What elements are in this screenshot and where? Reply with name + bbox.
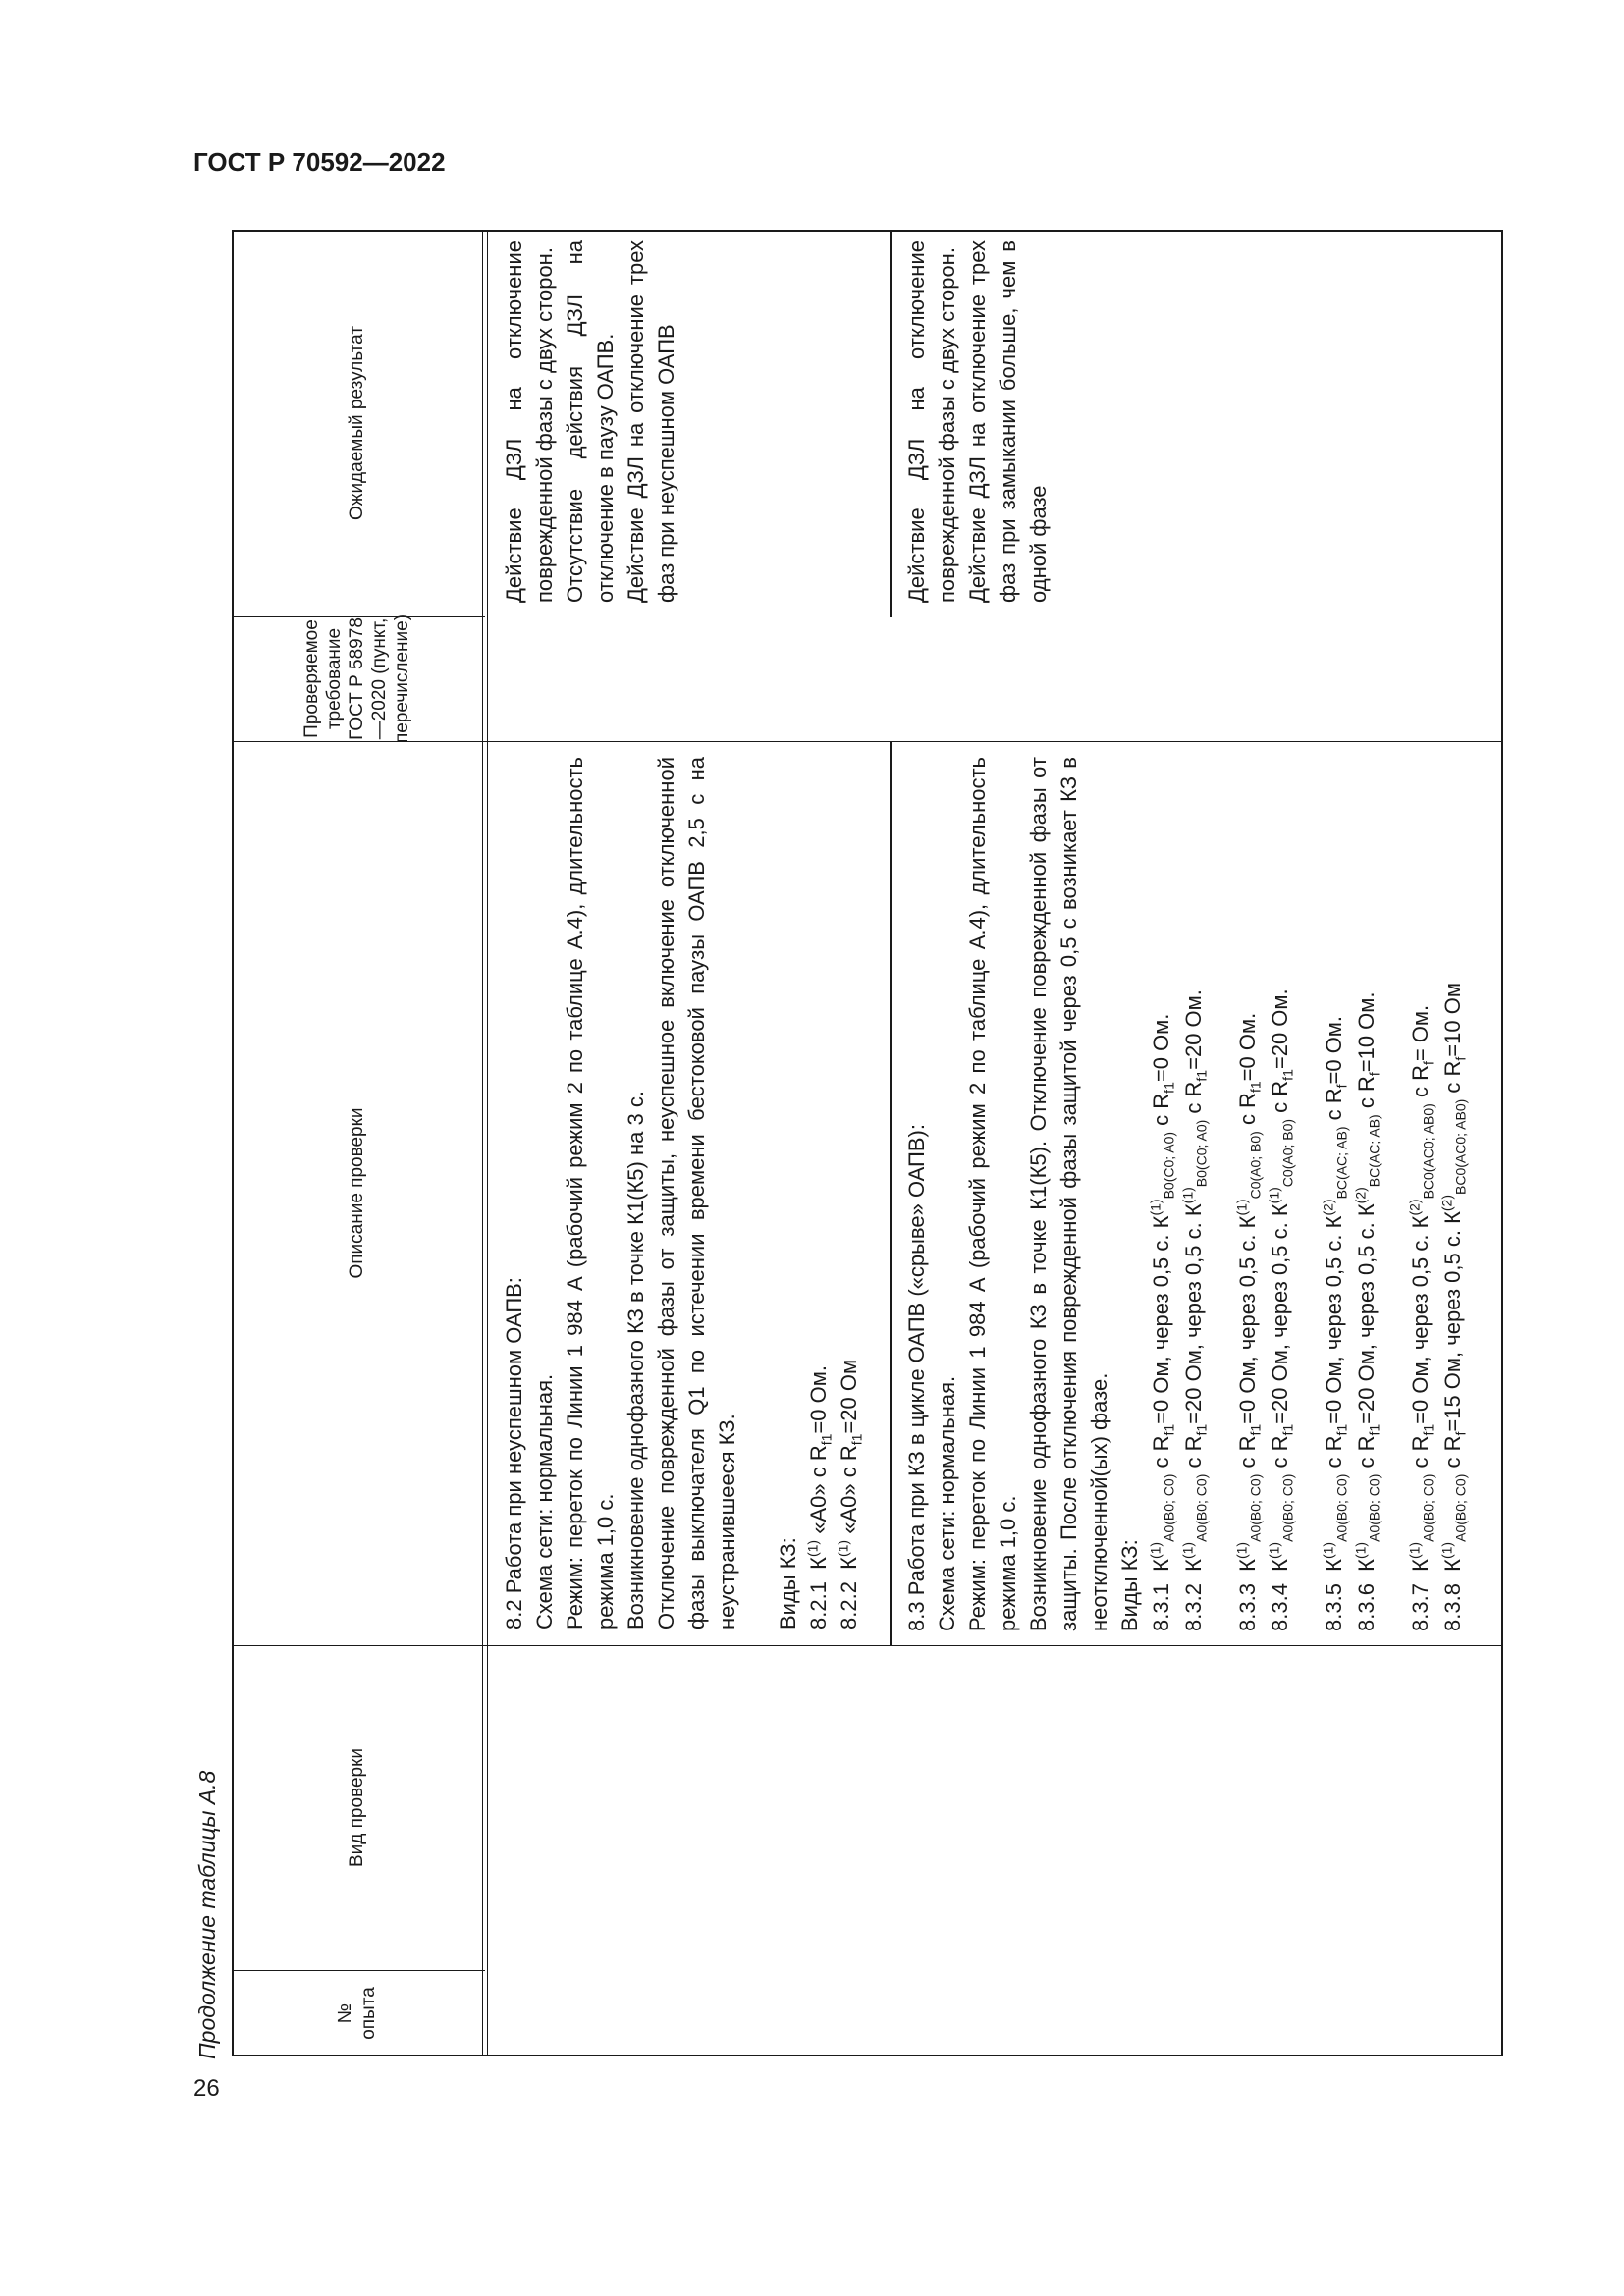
kind-8-3-1: 8.3.1 $К^{(1)}_{A0(B0; C0)}$ с $R_{f1}=0$ Ом, через 0,5 с. $К^{(1)}_{B0(C0; A0)}$ с $R_{f1}=0$ Ом. (1147, 1013, 1177, 1631)
kind-8-3-4: 8.3.4 $К^{(1)}_{A0(B0; C0)}$ с $R_{f1}=20$ Ом, через 0,5 с. $К^{(1)}_{C0(A0; B0)}$ с $R_{f1}=20$ Ом. (1266, 988, 1296, 1631)
header-req: Проверяемое требование ГОСТ Р 58978—2020 (пункт, перечисление) (300, 614, 413, 743)
header-kind: Вид проверки (346, 1748, 367, 1868)
row-8-2-description: 8.2 Работа при неуспешном ОАПВ: Схема сети: нормальная. Режим: переток по Линии 1 984 А (рабочий режим 2 по таблице А.4), длительность режима 1,0 с. Возникновение однофазного КЗ в точке К1(К5) на 3 с. Отключение поврежденной фазы от защиты, неуспешное включение отключенной фазы выключателя Q1 по истечении времени бестоковой паузы ОАПВ 2,5 с на неустранившееся КЗ. Виды КЗ: 8.2.1 $К^{(1)}$ «А0» с $R_{f1}=0$ Ом. 8.2.2 $К^{(1)}$ «А0» с $R_{f1}=20$ Ом (502, 757, 865, 1629)
header-rule-2 (487, 230, 488, 2056)
row-8-3-result: Действие ДЗЛ на отключение поврежденной фазы с двух сторон. Действие ДЗЛ на отключение трех фаз при замыкании больше, чем в одной фазе (904, 240, 1051, 603)
table-caption: Продолжение таблицы А.8 (194, 1770, 220, 2059)
row-8-2-result: Действие ДЗЛ на отключение поврежденной фазы с двух сторон. Отсутствие действия ДЗЛ на отключение в паузу ОАПВ. Действие ДЗЛ на отключение трех фаз при неуспешном ОАПВ (502, 240, 678, 603)
header-result: Ожидаемый результат (346, 325, 367, 521)
kind-8-3-7: 8.3.7 $К^{(1)}_{A0(B0; C0)}$ с $R_{f1}=0$ Ом, через 0,5 с. $К^{(2)}_{BC0(AC0; AB0)}$ с $R_f=$ Ом. (1406, 1004, 1436, 1631)
document-code: ГОСТ Р 70592—2022 (193, 147, 446, 177)
kinds-list (1145, 757, 1469, 1631)
kind-8-3-2: 8.3.2 $К^{(1)}_{A0(B0; C0)}$ с $R_{f1}=20$ Ом, через 0,5 с. $К^{(1)}_{B0(C0; A0)}$ с $R_{f1}=20$ Ом. (1179, 989, 1210, 1631)
row-8-3-description: 8.3 Работа при КЗ в цикле ОАПВ («срыве» ОАПВ): Схема сети: нормальная. Режим: переток по Линии 1 984 А (рабочий режим 2 по таблице А.4), длительность режима 1,0 с. Возникновение однофазного КЗ в точке К1(К5). Отключение поврежденной фазы от защиты. После отключения поврежденной фазы защитой через 0,5 с возникает КЗ в неотключенной(ых) фазе. Виды КЗ: 8.3.1 $К^{(1)}_{A0(B0; C0)}$ с $R_{f1}=0$ Ом, через 0,5 с. $К^{(1)}_{B0(C0; A0)}$ с $R_{f1}=0$ Ом. 8.3.2 $К^{(1)}_{A0(B0; C0)}$ с $R_{f1}=20$ Ом, через 0,5 с. $К^{(1)}_{B0(C0; A0)}$ с $R_{f1}=20$ Ом. 8.3.3 $К^{(1)}_{A0(B0; C0)}$ с $R_{f1}=0$ Ом, через 0,5 с. $К^{(1)}_{C0(A0; B0)}$ с $R_{f1}=0$ Ом. 8.3.4 $К^{(1)}_{A0(B0; C0)}$ с $R_{f1}=20$ Ом, через 0,5 с. $К^{(1)}_{C0(A0; B0)}$ с $R_{f1}=20$ Ом. 8.3.5 $К^{(1)}_{A0(B0; C0)}$ с $R_{f1}=0$ Ом, через 0,5 с. $К^{(2)}_{BC(AC; AB)}$ с $R_f=0$ Ом. 8.3.6 $К^{(1)}_{A0(B0; C0)}$ с $R_{f1}=20$ Ом, через 0,5 с. $К^{(2)}_{BC(AC; AB)}$ с $R_f=10$ Ом. 8.3.7 $К^{(1)}_{A0(B0; C0)}$ с $R_{f1}=0$ Ом, через 0,5 с. $К^{(2)}_{BC0(AC0; AB0)}$ с $R_f=$ Ом. 8.3.8 $К^{(1)}_{A0(B0; C0)}$ с $R_f=15$ Ом, через 0,5 с. $К^{(2)}_{BC0(AC0; AB0)}$ с $R_f=10$ Ом (904, 757, 1469, 1631)
kind-8-3-3: 8.3.3 $К^{(1)}_{A0(B0; C0)}$ с $R_{f1}=0$ Ом, через 0,5 с. $К^{(1)}_{C0(A0; B0)}$ с $R_{f1}=0$ Ом. (1233, 1012, 1264, 1631)
kind-8-3-6: 8.3.6 $К^{(1)}_{A0(B0; C0)}$ с $R_{f1}=20$ Ом, через 0,5 с. $К^{(2)}_{BC(AC; AB)}$ с $R_f=10$ Ом. (1352, 991, 1382, 1631)
kind-8-2-2: 8.2.2 $К^{(1)}$ «А0» с $R_{f1}=20$ Ом (835, 1359, 865, 1629)
kind-8-3-8: 8.3.8 $К^{(1)}_{A0(B0; C0)}$ с $R_f=15$ Ом, через 0,5 с. $К^{(2)}_{BC0(AC0; AB0)}$ с $R_f=10$ Ом (1438, 983, 1469, 1631)
row-rule-desc (890, 741, 892, 1646)
kind-8-2-1: 8.2.1 $К^{(1)}$ «А0» с $R_{f1}=0$ Ом. (804, 1365, 835, 1629)
header-num: № опыта (335, 1987, 379, 2040)
kind-8-3-5: 8.3.5 $К^{(1)}_{A0(B0; C0)}$ с $R_{f1}=0$ Ом, через 0,5 с. $К^{(2)}_{BC(AC; AB)}$ с $R_f=0$ Ом. (1320, 1015, 1350, 1631)
row-rule-result (890, 230, 892, 617)
header-rule-1 (482, 230, 483, 2056)
page-number: 26 (193, 2075, 220, 2102)
header-desc: Описание проверки (346, 1107, 367, 1279)
